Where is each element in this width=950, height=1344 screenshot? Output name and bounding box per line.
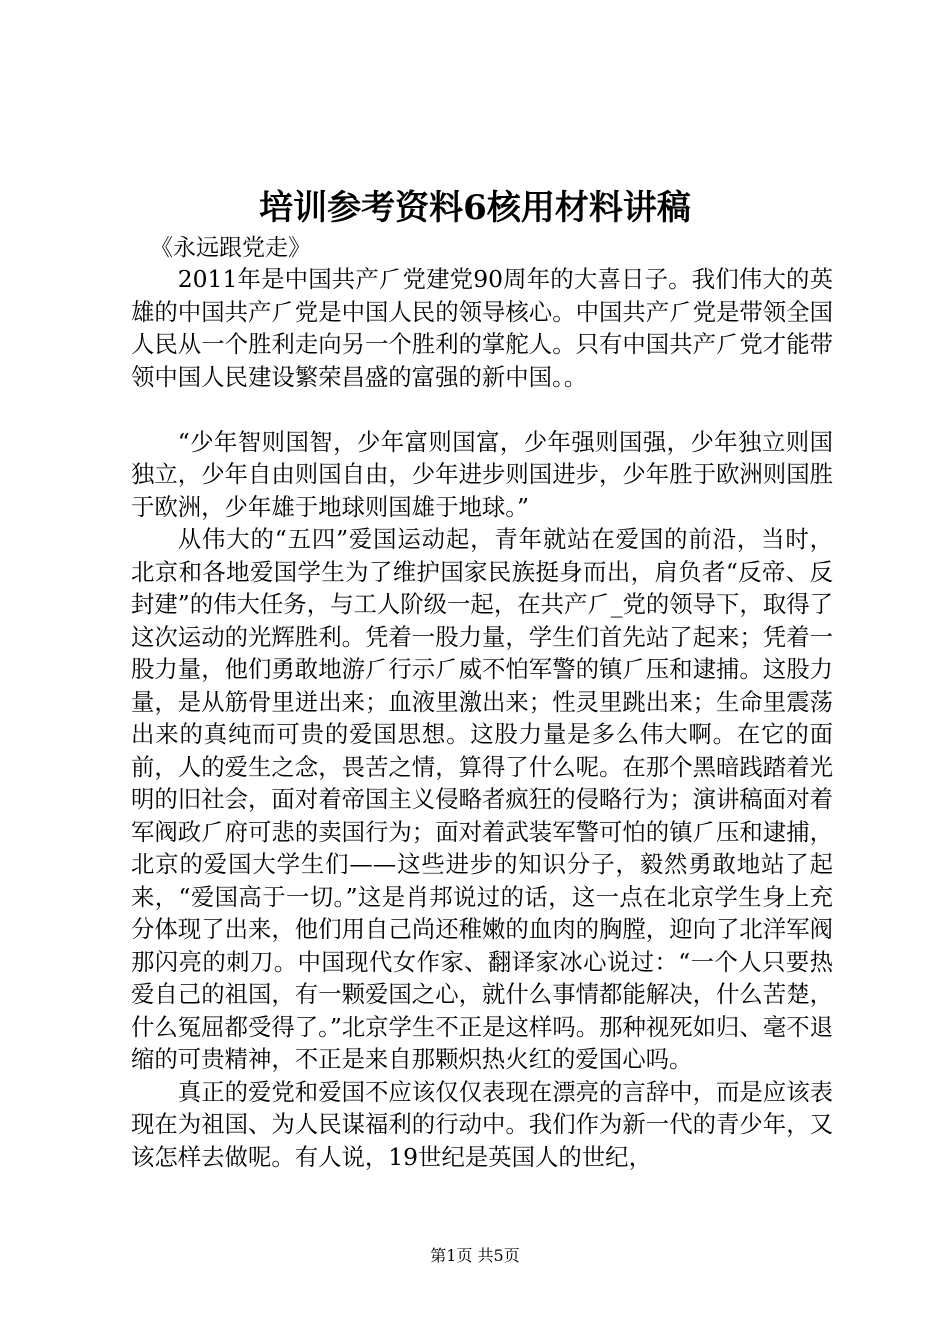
document-body (131, 263, 833, 1173)
paragraph: 真正的爱党和爱国不应该仅仅表现在漂亮的言辞中，而是应该表现在为祖国、为人民谋福利的行动中。我们作为新一代的青少年，又该怎样去做呢。有人说，19世纪是英国人的世纪， (131, 1077, 833, 1171)
paragraph: 从伟大的“五四”爱国运动起，青年就站在爱国的前沿，当时，北京和各地爱国学生为了维护国家民族挺身而出，肩负者“反帝、反封建”的伟大任务，与工人阶级一起，在共产⺁_党的领导下，取得了这次运动的光辉胜利。凭着一股力量，学生们首先站了起来；凭着一股力量，他们勇敢地游⺁行示⺁威不怕军警的镇⺁压和逮捕。这股力量，是从筋骨里迸出来；血液里激出来；性灵里跳出来；生命里震荡出来的真纯而可贵的爱国思想。这股力量是多么伟大啊。在它的面前，人的爱生之念，畏苦之情，算得了什么呢。在那个黑暗践踏着光明的旧社会，面对着帝国主义侵略者疯狂的侵略行为；演讲稿面对着军阀政⺁府可悲的卖国行为；面对着武装军警可怕的镇⺁压和逮捕，北京的爱国大学生们——这些进步的知识分子，毅然勇敢地站了起来，“爱国高于一切。”这是肖邦说过的话，这一点在北京学生身上充分体现了出来，他们用自己尚还稚嫩的血肉的胸膛，迎向了北洋军阀那闪亮的刺刀。中国现代女作家、翻译家冰心说过：“一个人只要热爱自己的祖国，有一颗爱国之心，就什么事情都能解决，什么苦楚，什么冤屈都受得了。”北京学生不正是这样吗。那种视死如归、毫不退缩的可贵精神，不正是来自那颗炽热火红的爱国心吗。 (131, 525, 833, 1073)
document-title: 培训参考资料6核用材料讲稿 (259, 188, 691, 228)
paragraph: 2011年是中国共产⺁党建党90周年的大喜日子。我们伟大的英雄的中国共产⺁党是中国人民的领导核心。中国共产⺁党是带领全国人民从一个胜利走向另一个胜利的掌舵人。只有中国共产⺁党才能带领中国人民建设繁荣昌盛的富强的新中国。。 (131, 265, 833, 391)
document-subtitle: 《永远跟党走》 (150, 235, 311, 261)
page-footer: 第1页 共5页 (430, 1246, 520, 1265)
paragraph: “少年智则国智，少年富则国富，少年强则国强，少年独立则国独立，少年自由则国自由，少年进步则国进步，少年胜于欧洲则国胜于欧洲，少年雄于地球则国雄于地球。” (131, 427, 833, 521)
